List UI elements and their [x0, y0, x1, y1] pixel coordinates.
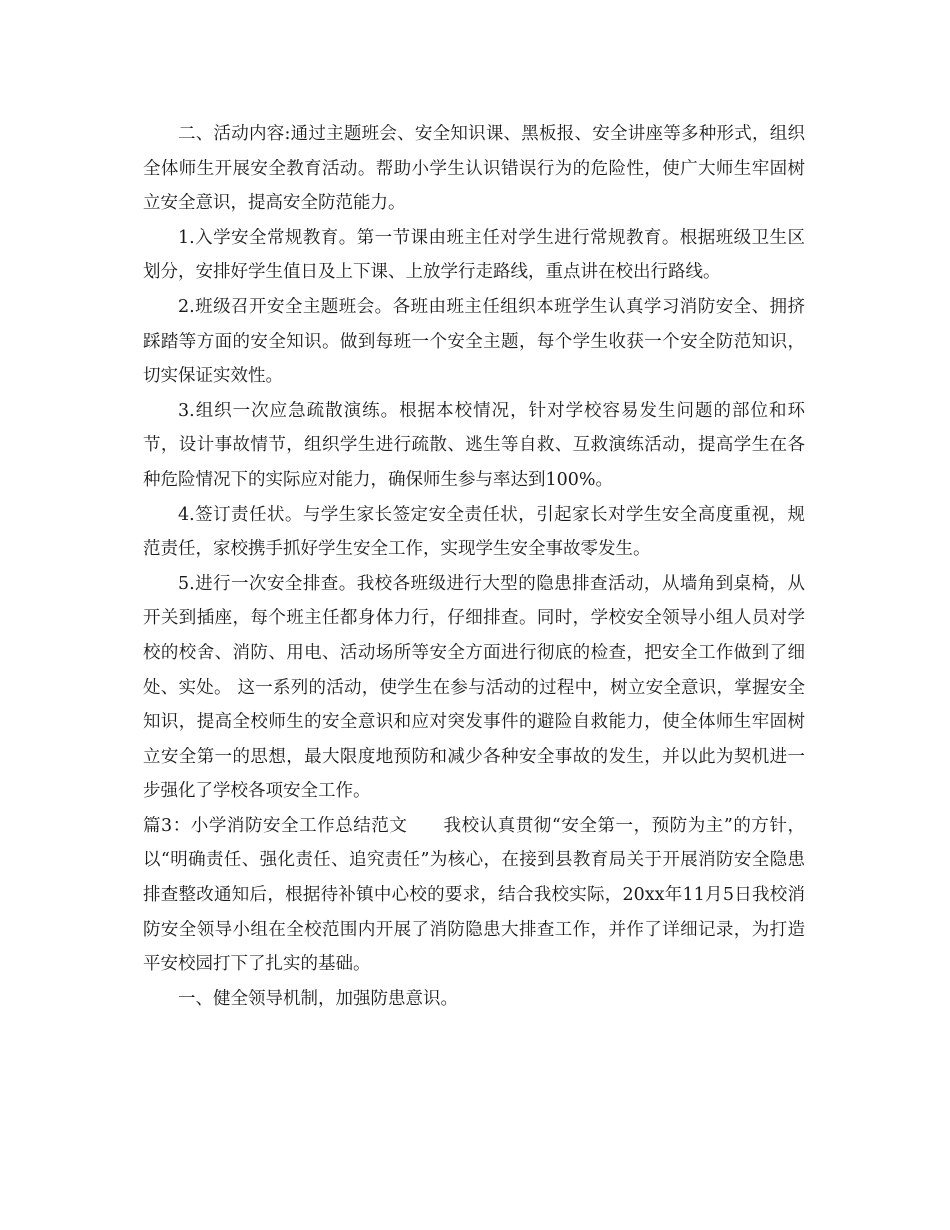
document-body [143, 117, 805, 1016]
paragraph-section-3: 篇3：小学消防安全工作总结范文 我校认真贯彻“安全第一，预防为主”的方针，以“明确责任、强化责任、追究责任”为核心，在接到县教育局关于开展消防安全隐患排查整改通知后，根据待补镇中心校的要求，结合我校实际，20xx年11月5日我校消防安全领导小组在全校范围内开展了消防隐患大排查工作，并作了详细记录，为打造平安校园打下了扎实的基础。 [143, 815, 805, 975]
paragraph-heading-one: 一、健全领导机制，加强防患意识。 [178, 988, 458, 1009]
paragraph-item-3: 3.组织一次应急疏散演练。根据本校情况，针对学校容易发生问题的部位和环节，设计事故情节，组织学生进行疏散、逃生等自救、互救演练活动，提高学生在各种危险情况下的实际应对能力，确保师生参与率达到100%。 [143, 400, 805, 490]
paragraph-item-1: 1.入学安全常规教育。第一节课由班主任对学生进行常规教育。根据班级卫生区划分，安排好学生值日及上下课、上放学行走路线，重点讲在校出行路线。 [143, 227, 805, 283]
paragraph-item-4: 4.签订责任状。与学生家长签定安全责任状，引起家长对学生安全高度重视，规范责任，家校携手抓好学生安全工作，实现学生安全事故零发生。 [143, 504, 805, 560]
paragraph-item-5: 5.进行一次安全排查。我校各班级进行大型的隐患排查活动，从墙角到桌椅，从开关到插座，每个班主任都身体力行，仔细排查。同时，学校安全领导小组人员对学校的校舍、消防、用电、活动场所等安全方面进行彻底的检查，把安全工作做到了细处、实处。 这一系列的活动，使学生在参与活动的过程中，树立安全意识，掌握安全知识，提高全校师生的安全意识和应对突发事件的避险自救能力，使全体师生牢固树立安全第一的思想，最大限度地预防和减少各种安全事故的发生，并以此为契机进一步强化了学校各项安全工作。 [143, 573, 805, 802]
paragraph-activity-content: 二、活动内容:通过主题班会、安全知识课、黑板报、安全讲座等多种形式，组织全体师生开展安全教育活动。帮助小学生认识错误行为的危险性，使广大师生牢固树立安全意识，提高安全防范能力。 [143, 124, 805, 214]
paragraph-item-2: 2.班级召开安全主题班会。各班由班主任组织本班学生认真学习消防安全、拥挤踩踏等方面的安全知识。做到每班一个安全主题，每个学生收获一个安全防范知识，切实保证实效性。 [143, 296, 805, 387]
